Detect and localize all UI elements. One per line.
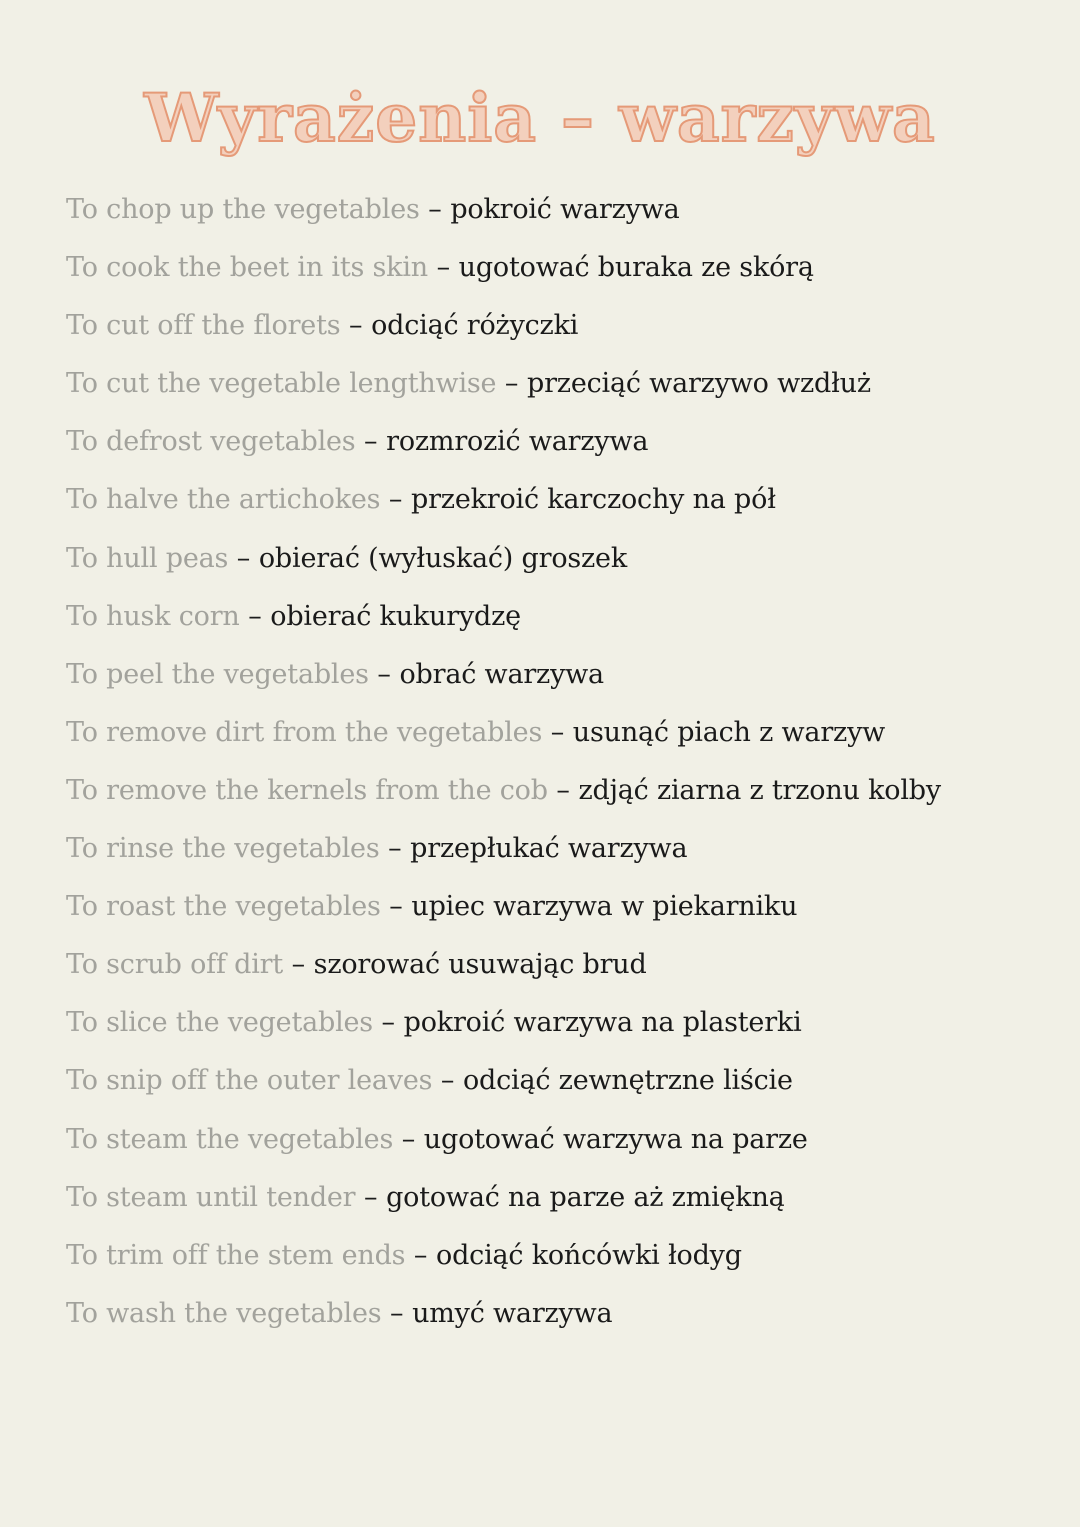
phrase-row bbox=[66, 594, 1056, 652]
phrase-row bbox=[66, 1233, 1056, 1291]
english-phrase: To slice the vegetables bbox=[66, 1007, 373, 1039]
phrase-row bbox=[66, 1058, 1056, 1116]
english-phrase: To steam the vegetables bbox=[66, 1123, 394, 1155]
polish-translation: szorować usuwając brud bbox=[313, 949, 647, 981]
polish-translation: odciąć różyczki bbox=[371, 310, 579, 342]
english-phrase: To remove dirt from the vegetables bbox=[66, 716, 543, 748]
separator-dash: – bbox=[432, 1065, 463, 1097]
polish-translation: gotować na parze aż zmiękną bbox=[386, 1181, 785, 1213]
english-phrase: To roast the vegetables bbox=[66, 891, 381, 923]
english-phrase: To peel the vegetables bbox=[66, 658, 369, 690]
phrase-row bbox=[66, 768, 1056, 826]
polish-translation: upiec warzywa w piekarniku bbox=[411, 891, 798, 923]
phrase-row bbox=[66, 536, 1056, 594]
english-phrase: To husk corn bbox=[66, 600, 240, 632]
separator-dash: – bbox=[228, 542, 259, 574]
separator-dash: – bbox=[547, 774, 579, 806]
english-phrase: To defrost vegetables bbox=[66, 426, 356, 458]
page-title: Wyrażenia – warzywa bbox=[144, 79, 936, 157]
polish-translation: usunąć piach z warzyw bbox=[572, 716, 886, 748]
separator-dash: – bbox=[542, 716, 573, 748]
separator-dash: – bbox=[340, 310, 372, 342]
polish-translation: pokroić warzywa na plasterki bbox=[403, 1007, 802, 1039]
english-phrase: To cook the beet in its skin bbox=[66, 252, 428, 284]
phrase-row bbox=[66, 942, 1056, 1000]
polish-translation: odciąć końcówki łodyg bbox=[436, 1239, 742, 1271]
phrase-list bbox=[66, 187, 1056, 1349]
english-phrase: To cut off the florets bbox=[66, 310, 341, 342]
polish-translation: ugotować warzywa na parze bbox=[423, 1123, 808, 1155]
phrase-row bbox=[66, 303, 1056, 361]
phrase-row bbox=[66, 710, 1056, 768]
phrase-row bbox=[66, 419, 1056, 477]
separator-dash: – bbox=[379, 833, 411, 865]
polish-translation: przeciąć warzywo wzdłuż bbox=[527, 368, 871, 400]
separator-dash: – bbox=[380, 484, 412, 516]
phrase-row bbox=[66, 477, 1056, 535]
separator-dash: – bbox=[380, 891, 412, 923]
separator-dash: – bbox=[419, 194, 451, 225]
phrase-row bbox=[66, 361, 1056, 419]
separator-dash: – bbox=[239, 600, 271, 632]
polish-translation: umyć warzywa bbox=[412, 1297, 613, 1329]
separator-dash: – bbox=[283, 949, 314, 981]
polish-translation: obierać (wyłuskać) groszek bbox=[258, 542, 627, 574]
phrase-row bbox=[66, 884, 1056, 942]
polish-translation: rozmrozić warzywa bbox=[386, 426, 649, 458]
phrase-row bbox=[66, 1117, 1056, 1175]
polish-translation: obrać warzywa bbox=[399, 658, 604, 690]
separator-dash: – bbox=[355, 1181, 387, 1213]
separator-dash: – bbox=[405, 1239, 437, 1271]
english-phrase: To trim off the stem ends bbox=[66, 1239, 406, 1271]
english-phrase: To wash the vegetables bbox=[66, 1297, 382, 1329]
phrase-row bbox=[66, 1000, 1056, 1058]
phrase-row bbox=[66, 652, 1056, 710]
separator-dash: – bbox=[381, 1297, 413, 1329]
english-phrase: To steam until tender bbox=[66, 1181, 356, 1213]
polish-translation: pokroić warzywa bbox=[450, 194, 680, 225]
polish-translation: odciąć zewnętrzne liście bbox=[462, 1065, 793, 1097]
phrase-row bbox=[66, 1175, 1056, 1233]
english-phrase: To rinse the vegetables bbox=[66, 833, 380, 865]
english-phrase: To halve the artichokes bbox=[66, 484, 381, 516]
separator-dash: – bbox=[368, 658, 400, 690]
phrase-row bbox=[66, 826, 1056, 884]
phrase-row bbox=[66, 245, 1056, 303]
separator-dash: – bbox=[393, 1123, 424, 1155]
separator-dash: – bbox=[355, 426, 387, 458]
phrase-row bbox=[66, 1291, 1056, 1349]
separator-dash: – bbox=[372, 1007, 404, 1039]
phrase-row bbox=[66, 187, 1056, 245]
english-phrase: To hull peas bbox=[66, 542, 229, 574]
separator-dash: – bbox=[496, 368, 527, 400]
english-phrase: To cut the vegetable lengthwise bbox=[66, 368, 497, 400]
polish-translation: zdjąć ziarna z trzonu kolby bbox=[578, 774, 941, 806]
english-phrase: To chop up the vegetables bbox=[66, 194, 420, 225]
polish-translation: przekroić karczochy na pół bbox=[411, 484, 776, 516]
english-phrase: To snip off the outer leaves bbox=[66, 1065, 433, 1097]
polish-translation: ugotować buraka ze skórą bbox=[458, 252, 814, 284]
polish-translation: obierać kukurydzę bbox=[270, 600, 521, 632]
english-phrase: To scrub off dirt bbox=[66, 949, 283, 981]
polish-translation: przepłukać warzywa bbox=[410, 833, 688, 865]
english-phrase: To remove the kernels from the cob bbox=[66, 774, 548, 806]
separator-dash: – bbox=[427, 252, 459, 284]
